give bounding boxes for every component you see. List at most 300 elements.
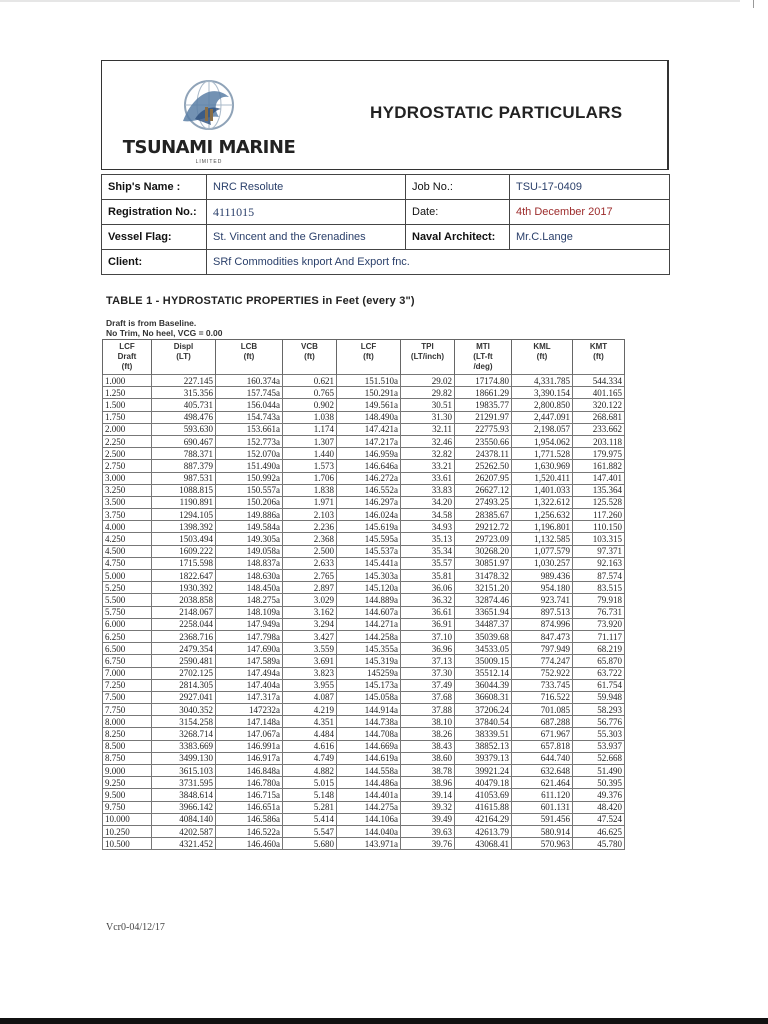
table-cell: 989.436 — [512, 570, 573, 582]
document-title: HYDROSTATIC PARTICULARS — [370, 103, 623, 122]
table-cell: 19835.77 — [455, 399, 512, 411]
table-cell: 145.595a — [337, 533, 401, 545]
table-cell: 7.750 — [103, 704, 152, 716]
table-cell: 1.000 — [103, 375, 152, 387]
table-row — [103, 570, 625, 582]
table-cell: 26207.95 — [455, 472, 512, 484]
table-cell: 6.750 — [103, 655, 152, 667]
table-cell: 8.750 — [103, 752, 152, 764]
table-cell: 3.559 — [283, 643, 337, 655]
table-cell: 1,077.579 — [512, 545, 573, 557]
table-cell: 6.000 — [103, 618, 152, 630]
table-cell: 3.162 — [283, 606, 337, 618]
table-cell: 58.293 — [573, 704, 625, 716]
table-cell: 9.000 — [103, 765, 152, 777]
table-cell: 148.109a — [216, 606, 283, 618]
table-row — [103, 411, 625, 423]
table-cell: 145.319a — [337, 655, 401, 667]
table-row — [103, 704, 625, 716]
info-row — [102, 175, 670, 200]
table-cell: 621.464 — [512, 777, 573, 789]
table-cell: 144.914a — [337, 704, 401, 716]
table-cell: 1715.598 — [152, 557, 216, 569]
table-cell: 144.708a — [337, 728, 401, 740]
table-cell: 1.038 — [283, 411, 337, 423]
table-cell: 401.165 — [573, 387, 625, 399]
table-cell: 2,447.091 — [512, 411, 573, 423]
table-cell: 38852.13 — [455, 740, 512, 752]
table-cell: 144.258a — [337, 630, 401, 642]
date-label: Date: — [406, 200, 510, 225]
table-cell: 144.275a — [337, 801, 401, 813]
table-cell: 79.918 — [573, 594, 625, 606]
table-row — [103, 399, 625, 411]
table-cell: 227.145 — [152, 375, 216, 387]
table-cell: 144.558a — [337, 765, 401, 777]
table-cell: 5.414 — [283, 813, 337, 825]
table-cell: 2.897 — [283, 582, 337, 594]
note-baseline: Draft is from Baseline. — [106, 318, 197, 328]
table-row — [103, 643, 625, 655]
table-cell: 41615.88 — [455, 801, 512, 813]
table-cell: 716.522 — [512, 691, 573, 703]
table-cell: 148.450a — [216, 582, 283, 594]
table-cell: 35.13 — [401, 533, 455, 545]
bottom-bar — [0, 1018, 768, 1024]
vessel-flag-value: St. Vincent and the Grenadines — [207, 225, 406, 250]
table-cell: 153.661a — [216, 423, 283, 435]
table-cell: 147.589a — [216, 655, 283, 667]
table-cell: 146.586a — [216, 813, 283, 825]
table-cell: 145259a — [337, 667, 401, 679]
table-cell: 774.247 — [512, 655, 573, 667]
table-cell: 1,520.411 — [512, 472, 573, 484]
table-cell: 31478.32 — [455, 570, 512, 582]
column-header — [216, 340, 283, 375]
table-cell: 5.750 — [103, 606, 152, 618]
table-cell: 149.058a — [216, 545, 283, 557]
table-row — [103, 728, 625, 740]
table-cell: 3.823 — [283, 667, 337, 679]
table-cell: 8.250 — [103, 728, 152, 740]
table-cell: 145.537a — [337, 545, 401, 557]
column-header-line: (LT-ft — [473, 352, 493, 361]
table-cell: 41053.69 — [455, 789, 512, 801]
job-no-label: Job No.: — [406, 175, 510, 200]
table-cell: 987.531 — [152, 472, 216, 484]
table-cell: 92.163 — [573, 557, 625, 569]
table-cell: 2479.354 — [152, 643, 216, 655]
table-row — [103, 740, 625, 752]
ships-name-label: Ship's Name : — [102, 175, 207, 200]
table-cell: 110.150 — [573, 521, 625, 533]
table-cell: 37.10 — [401, 630, 455, 642]
table-cell: 49.376 — [573, 789, 625, 801]
table-cell: 38.26 — [401, 728, 455, 740]
table-cell: 9.500 — [103, 789, 152, 801]
table-cell: 320.122 — [573, 399, 625, 411]
table-cell: 1.573 — [283, 460, 337, 472]
table-cell: 24378.11 — [455, 448, 512, 460]
table-cell: 76.731 — [573, 606, 625, 618]
table-cell: 2927.041 — [152, 691, 216, 703]
table-cell: 148.275a — [216, 594, 283, 606]
table-cell: 923.741 — [512, 594, 573, 606]
table-cell: 5.250 — [103, 582, 152, 594]
job-no-value: TSU-17-0409 — [510, 175, 670, 200]
table-cell: 37.49 — [401, 679, 455, 691]
table-cell: 1609.222 — [152, 545, 216, 557]
ships-name-value: NRC Resolute — [207, 175, 406, 200]
table-cell: 1,196.801 — [512, 521, 573, 533]
column-header — [283, 340, 337, 375]
top-rule — [0, 0, 740, 2]
column-header-line: LCF — [360, 342, 377, 351]
table-cell: 43068.41 — [455, 838, 512, 850]
table-cell: 2.103 — [283, 509, 337, 521]
table-cell: 29.02 — [401, 375, 455, 387]
table-cell: 125.528 — [573, 496, 625, 508]
table-cell: 36.96 — [401, 643, 455, 655]
table-cell: 146.780a — [216, 777, 283, 789]
table-cell: 146.959a — [337, 448, 401, 460]
table-cell: 151.490a — [216, 460, 283, 472]
table-row — [103, 752, 625, 764]
registration-value: 4111015 — [207, 200, 406, 225]
table-cell: 1822.647 — [152, 570, 216, 582]
table-cell: 35039.68 — [455, 630, 512, 642]
table-cell: 36.06 — [401, 582, 455, 594]
table-row — [103, 472, 625, 484]
table-cell: 37.30 — [401, 667, 455, 679]
table-cell: 4.749 — [283, 752, 337, 764]
table-cell: 154.743a — [216, 411, 283, 423]
column-header-line: TPI — [421, 342, 434, 351]
table-cell: 156.044a — [216, 399, 283, 411]
table-cell: 29.82 — [401, 387, 455, 399]
table-cell: 146.522a — [216, 825, 283, 837]
table-cell: 847.473 — [512, 630, 573, 642]
table-cell: 4.616 — [283, 740, 337, 752]
table-cell: 4.500 — [103, 545, 152, 557]
table-cell: 144.271a — [337, 618, 401, 630]
table-row — [103, 789, 625, 801]
table-cell: 203.118 — [573, 435, 625, 447]
registration-label: Registration No.: — [102, 200, 207, 225]
table-row — [103, 557, 625, 569]
table-cell: 61.754 — [573, 679, 625, 691]
table-cell: 135.364 — [573, 484, 625, 496]
table-cell: 2148.067 — [152, 606, 216, 618]
table-cell: 3.294 — [283, 618, 337, 630]
table-title: TABLE 1 - HYDROSTATIC PROPERTIES in Feet (every 3") — [106, 295, 415, 307]
table-cell: 147.217a — [337, 435, 401, 447]
table-cell: 3.691 — [283, 655, 337, 667]
info-row — [102, 200, 670, 225]
table-cell: 544.334 — [573, 375, 625, 387]
company-logo — [114, 75, 304, 165]
column-header-line: KMT — [589, 342, 608, 351]
table-cell: 690.467 — [152, 435, 216, 447]
column-header-line: KML — [533, 342, 551, 351]
table-row — [103, 630, 625, 642]
table-cell: 1,771.528 — [512, 448, 573, 460]
table-cell: 97.371 — [573, 545, 625, 557]
column-header-line: (ft) — [304, 352, 315, 361]
table-cell: 87.574 — [573, 570, 625, 582]
table-cell: 1,322.612 — [512, 496, 573, 508]
table-cell: 23550.66 — [455, 435, 512, 447]
table-cell: 146.651a — [216, 801, 283, 813]
table-cell: 146.552a — [337, 484, 401, 496]
table-cell: 42613.79 — [455, 825, 512, 837]
table-cell: 147.690a — [216, 643, 283, 655]
table-cell: 3040.352 — [152, 704, 216, 716]
table-cell: 10.000 — [103, 813, 152, 825]
table-cell: 55.303 — [573, 728, 625, 740]
table-cell: 5.547 — [283, 825, 337, 837]
table-cell: 2.236 — [283, 521, 337, 533]
column-header-line: VCB — [301, 342, 318, 351]
table-cell: 6.500 — [103, 643, 152, 655]
table-cell: 752.922 — [512, 667, 573, 679]
table-cell: 687.288 — [512, 716, 573, 728]
table-cell: 35.34 — [401, 545, 455, 557]
column-header-line: LCB — [240, 342, 258, 351]
table-cell: 2.765 — [283, 570, 337, 582]
table-cell: 35.81 — [401, 570, 455, 582]
table-cell: 144.106a — [337, 813, 401, 825]
table-cell: 37206.24 — [455, 704, 512, 716]
table-cell: 4202.587 — [152, 825, 216, 837]
table-cell: 56.776 — [573, 716, 625, 728]
table-cell: 4,331.785 — [512, 375, 573, 387]
date-value: 4th December 2017 — [510, 200, 670, 225]
table-cell: 151.510a — [337, 375, 401, 387]
table-cell: 150.291a — [337, 387, 401, 399]
column-header-line: /deg) — [473, 362, 493, 371]
table-cell: 17174.80 — [455, 375, 512, 387]
table-cell: 9.750 — [103, 801, 152, 813]
table-cell: 30851.97 — [455, 557, 512, 569]
table-cell: 591.456 — [512, 813, 573, 825]
naval-architect-value: Mr.C.Lange — [510, 225, 670, 250]
table-cell: 268.681 — [573, 411, 625, 423]
table-cell: 30268.20 — [455, 545, 512, 557]
table-cell: 37840.54 — [455, 716, 512, 728]
table-cell: 38.78 — [401, 765, 455, 777]
table-cell: 897.513 — [512, 606, 573, 618]
table-cell: 733.745 — [512, 679, 573, 691]
table-cell: 36.61 — [401, 606, 455, 618]
table-cell: 39921.24 — [455, 765, 512, 777]
table-cell: 149.584a — [216, 521, 283, 533]
table-cell: 2590.481 — [152, 655, 216, 667]
table-cell: 147.404a — [216, 679, 283, 691]
table-cell: 148.630a — [216, 570, 283, 582]
table-cell: 147.401 — [573, 472, 625, 484]
table-cell: 5.500 — [103, 594, 152, 606]
column-header — [337, 340, 401, 375]
table-cell: 2.500 — [103, 448, 152, 460]
table-cell: 1398.392 — [152, 521, 216, 533]
table-cell: 36.91 — [401, 618, 455, 630]
table-cell: 179.975 — [573, 448, 625, 460]
table-cell: 147.148a — [216, 716, 283, 728]
column-header-line: (ft) — [121, 362, 133, 371]
column-header — [401, 340, 455, 375]
table-cell: 33.83 — [401, 484, 455, 496]
table-cell: 5.015 — [283, 777, 337, 789]
table-cell: 36044.39 — [455, 679, 512, 691]
table-cell: 1.838 — [283, 484, 337, 496]
table-cell: 148.490a — [337, 411, 401, 423]
table-cell: 2.750 — [103, 460, 152, 472]
table-cell: 146.646a — [337, 460, 401, 472]
column-header — [573, 340, 625, 375]
table-cell: 144.889a — [337, 594, 401, 606]
table-cell: 59.948 — [573, 691, 625, 703]
table-row — [103, 375, 625, 387]
table-cell: 144.619a — [337, 752, 401, 764]
table-cell: 4.087 — [283, 691, 337, 703]
table-cell: 4321.452 — [152, 838, 216, 850]
table-cell: 37.88 — [401, 704, 455, 716]
table-row — [103, 777, 625, 789]
table-cell: 45.780 — [573, 838, 625, 850]
table-cell: 147.949a — [216, 618, 283, 630]
table-cell: 35512.14 — [455, 667, 512, 679]
table-cell: 10.250 — [103, 825, 152, 837]
table-cell: 157.745a — [216, 387, 283, 399]
column-header-line: LCF — [119, 342, 135, 351]
table-cell: 38339.51 — [455, 728, 512, 740]
table-cell: 144.738a — [337, 716, 401, 728]
table-cell: 149.886a — [216, 509, 283, 521]
info-row — [102, 225, 670, 250]
table-row — [103, 423, 625, 435]
table-cell: 657.818 — [512, 740, 573, 752]
table-cell: 1,030.257 — [512, 557, 573, 569]
table-cell: 42164.29 — [455, 813, 512, 825]
table-cell: 1,630.969 — [512, 460, 573, 472]
table-cell: 150.206a — [216, 496, 283, 508]
table-cell: 149.561a — [337, 399, 401, 411]
table-cell: 33.61 — [401, 472, 455, 484]
column-header-line: (ft) — [363, 352, 374, 361]
table-cell: 50.395 — [573, 777, 625, 789]
table-cell: 0.902 — [283, 399, 337, 411]
table-cell: 8.000 — [103, 716, 152, 728]
info-row — [102, 250, 670, 275]
table-cell: 8.500 — [103, 740, 152, 752]
table-cell: 32.46 — [401, 435, 455, 447]
table-cell: 2258.044 — [152, 618, 216, 630]
table-cell: 147232a — [216, 704, 283, 716]
table-cell: 2.500 — [283, 545, 337, 557]
table-cell: 147.067a — [216, 728, 283, 740]
table-cell: 4.882 — [283, 765, 337, 777]
table-cell: 18661.29 — [455, 387, 512, 399]
table-cell: 1.440 — [283, 448, 337, 460]
table-row — [103, 521, 625, 533]
table-row — [103, 606, 625, 618]
table-cell: 611.120 — [512, 789, 573, 801]
table-cell: 1.174 — [283, 423, 337, 435]
table-cell: 1294.105 — [152, 509, 216, 521]
table-cell: 887.379 — [152, 460, 216, 472]
table-cell: 37.68 — [401, 691, 455, 703]
table-cell: 3154.258 — [152, 716, 216, 728]
table-cell: 146.991a — [216, 740, 283, 752]
table-cell: 2368.716 — [152, 630, 216, 642]
column-header — [152, 340, 216, 375]
table-cell: 2.633 — [283, 557, 337, 569]
table-row — [103, 825, 625, 837]
table-cell: 3848.614 — [152, 789, 216, 801]
table-row — [103, 716, 625, 728]
table-cell: 1,401.033 — [512, 484, 573, 496]
table-row — [103, 679, 625, 691]
table-cell: 3966.142 — [152, 801, 216, 813]
table-cell: 33.21 — [401, 460, 455, 472]
table-cell: 53.937 — [573, 740, 625, 752]
table-cell: 26627.12 — [455, 484, 512, 496]
column-header-line: (LT) — [176, 352, 191, 361]
table-cell: 27493.25 — [455, 496, 512, 508]
table-cell: 5.148 — [283, 789, 337, 801]
column-header — [455, 340, 512, 375]
table-cell: 2.000 — [103, 423, 152, 435]
table-cell: 36.32 — [401, 594, 455, 606]
table-cell: 40479.18 — [455, 777, 512, 789]
table-cell: 4.484 — [283, 728, 337, 740]
table-cell: 38.10 — [401, 716, 455, 728]
table-cell: 1.750 — [103, 411, 152, 423]
table-cell: 36608.31 — [455, 691, 512, 703]
column-header — [512, 340, 573, 375]
table-cell: 10.500 — [103, 838, 152, 850]
table-cell: 146.024a — [337, 509, 401, 521]
table-cell: 147.494a — [216, 667, 283, 679]
table-cell: 580.914 — [512, 825, 573, 837]
table-cell: 2038.858 — [152, 594, 216, 606]
footer-version: Vcr0-04/12/17 — [106, 922, 165, 933]
table-cell: 147.317a — [216, 691, 283, 703]
table-cell: 0.765 — [283, 387, 337, 399]
table-cell: 147.798a — [216, 630, 283, 642]
table-cell: 1.706 — [283, 472, 337, 484]
globe-wave-icon — [179, 75, 239, 137]
table-cell: 46.625 — [573, 825, 625, 837]
table-cell: 2.250 — [103, 435, 152, 447]
table-cell: 39379.13 — [455, 752, 512, 764]
table-row — [103, 813, 625, 825]
table-cell: 1190.891 — [152, 496, 216, 508]
table-cell: 3.427 — [283, 630, 337, 642]
table-cell: 315.356 — [152, 387, 216, 399]
table-cell: 39.49 — [401, 813, 455, 825]
table-cell: 3731.595 — [152, 777, 216, 789]
table-cell: 7.250 — [103, 679, 152, 691]
table-row — [103, 801, 625, 813]
table-cell: 28385.67 — [455, 509, 512, 521]
table-cell: 1.307 — [283, 435, 337, 447]
table-cell: 39.14 — [401, 789, 455, 801]
table-cell: 52.668 — [573, 752, 625, 764]
table-cell: 2,198.057 — [512, 423, 573, 435]
note-trim-heel: No Trim, No heel, VCG = 0.00 — [106, 328, 223, 338]
